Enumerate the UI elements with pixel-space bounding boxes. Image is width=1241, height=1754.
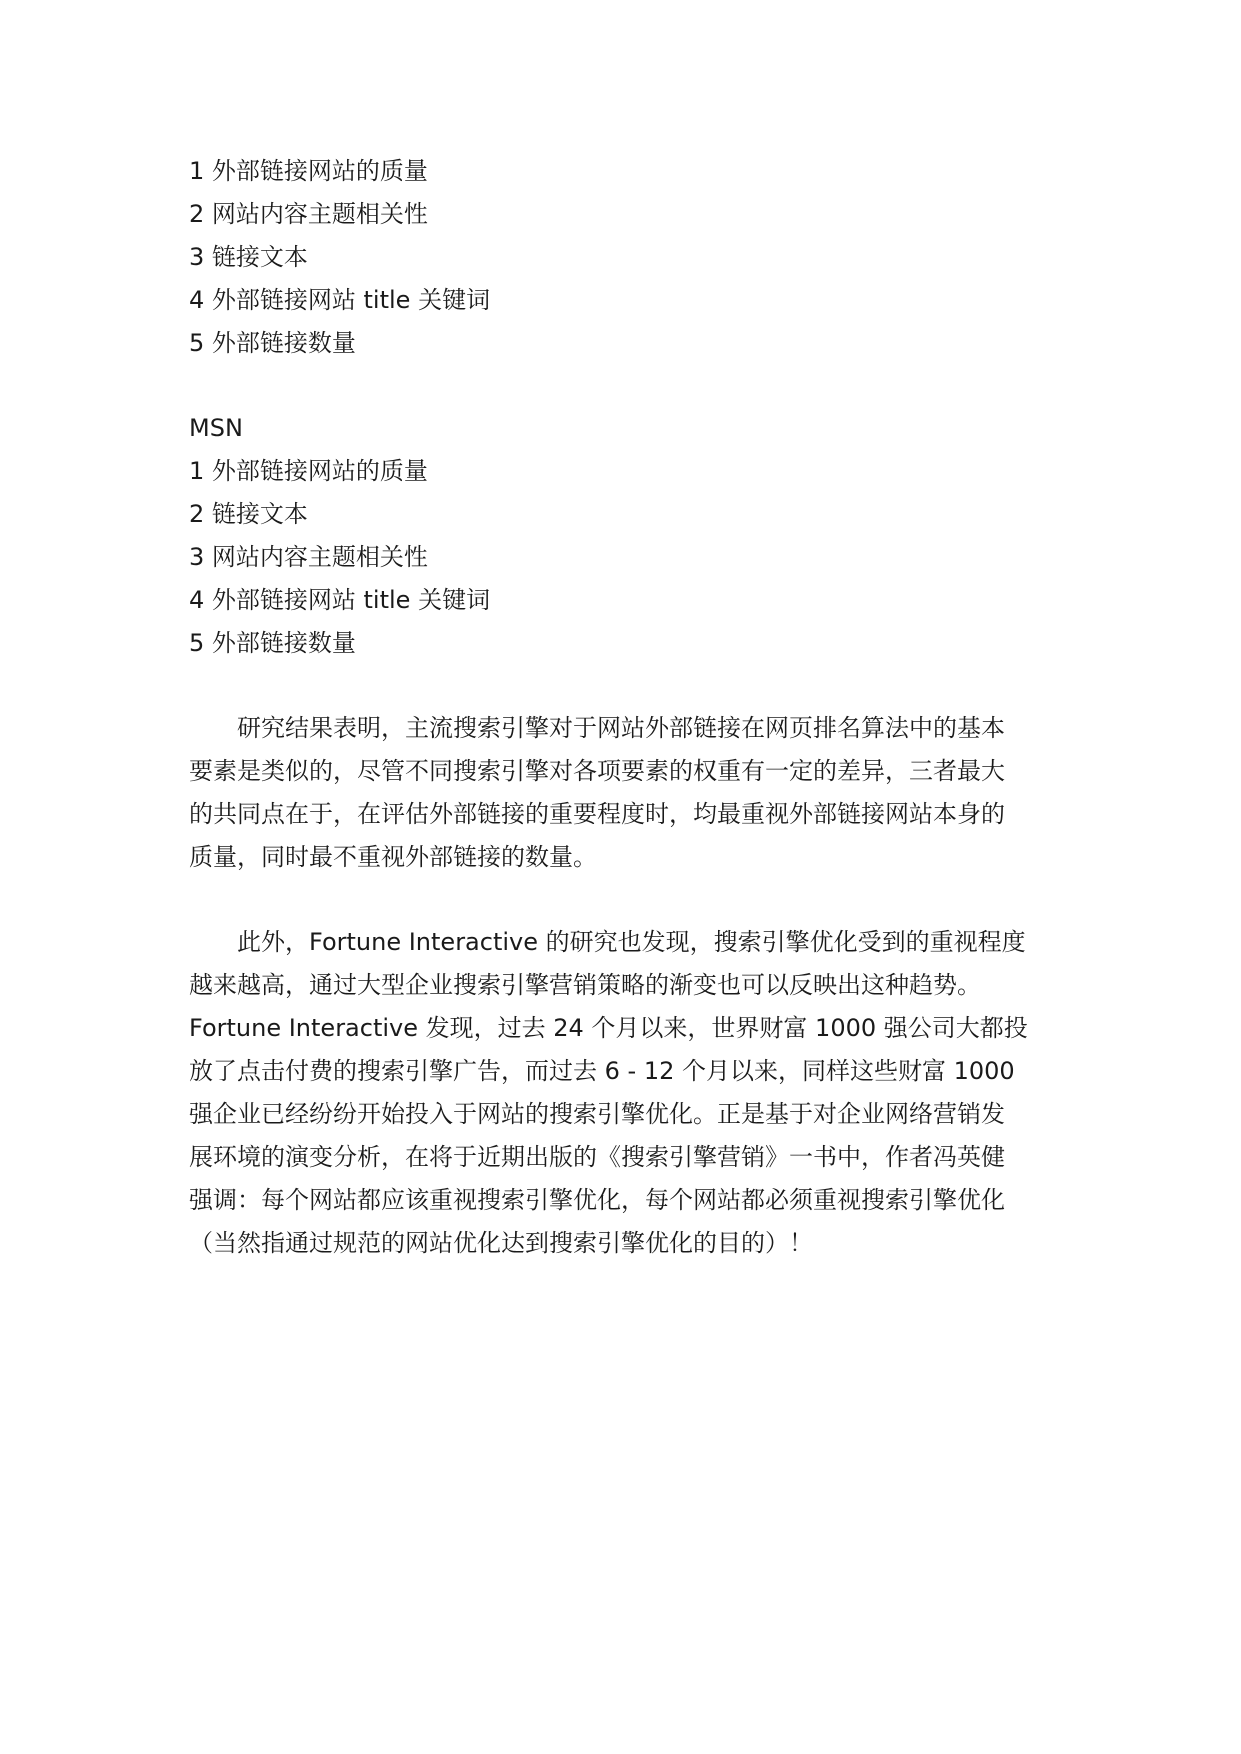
document-page (189, 150, 1059, 1265)
paragraph-line: 放了点击付费的搜索引擎广告，而过去 6 - 12 个月以来，同样这些财富 1000 (189, 1057, 1015, 1085)
list-item: 3 链接文本 (189, 243, 308, 271)
paragraph-line: 强企业已经纷纷开始投入于网站的搜索引擎优化。正是基于对企业网络营销发 (189, 1100, 1005, 1128)
paragraph-line: 展环境的演变分析，在将于近期出版的《搜索引擎营销》一书中，作者冯英健 (189, 1143, 1005, 1171)
list-item: 4 外部链接网站 title 关键词 (189, 586, 491, 614)
list-item: 2 链接文本 (189, 500, 308, 528)
list-item: 5 外部链接数量 (189, 329, 356, 357)
spacer (189, 365, 1059, 407)
paragraph-line: 的共同点在于，在评估外部链接的重要程度时，均最重视外部链接网站本身的 (189, 800, 1005, 828)
list-item: 3 网站内容主题相关性 (189, 543, 428, 571)
msn-heading: MSN (189, 414, 243, 442)
list-item: 4 外部链接网站 title 关键词 (189, 286, 491, 314)
paragraph-line: 要素是类似的，尽管不同搜索引擎对各项要素的权重有一定的差异，三者最大 (189, 757, 1005, 785)
paragraph-line: 此外，Fortune Interactive 的研究也发现，搜索引擎优化受到的重视程度 (237, 928, 1026, 956)
paragraph-line: 质量，同时最不重视外部链接的数量。 (189, 843, 597, 871)
list-item: 5 外部链接数量 (189, 629, 356, 657)
paragraph-line: 研究结果表明，主流搜索引擎对于网站外部链接在网页排名算法中的基本 (237, 714, 1005, 742)
paragraph-line: Fortune Interactive 发现，过去 24 个月以来，世界财富 1000 强公司大都投 (189, 1014, 1028, 1042)
list-item: 1 外部链接网站的质量 (189, 157, 428, 185)
paragraph-line: （当然指通过规范的网站优化达到搜索引擎优化的目的）！ (189, 1229, 813, 1257)
msn-ranking-list (189, 407, 1059, 665)
list-item: 1 外部链接网站的质量 (189, 457, 428, 485)
list-item: 2 网站内容主题相关性 (189, 200, 428, 228)
ranking-list-1 (189, 150, 1059, 365)
spacer (189, 879, 1059, 921)
paragraph-line: 越来越高，通过大型企业搜索引擎营销策略的渐变也可以反映出这种趋势。 (189, 971, 981, 999)
research-conclusion-paragraph (189, 707, 1059, 879)
spacer (189, 665, 1059, 707)
paragraph-line: 强调：每个网站都应该重视搜索引擎优化，每个网站都必须重视搜索引擎优化 (189, 1186, 1005, 1214)
fortune-interactive-paragraph (189, 921, 1059, 1265)
